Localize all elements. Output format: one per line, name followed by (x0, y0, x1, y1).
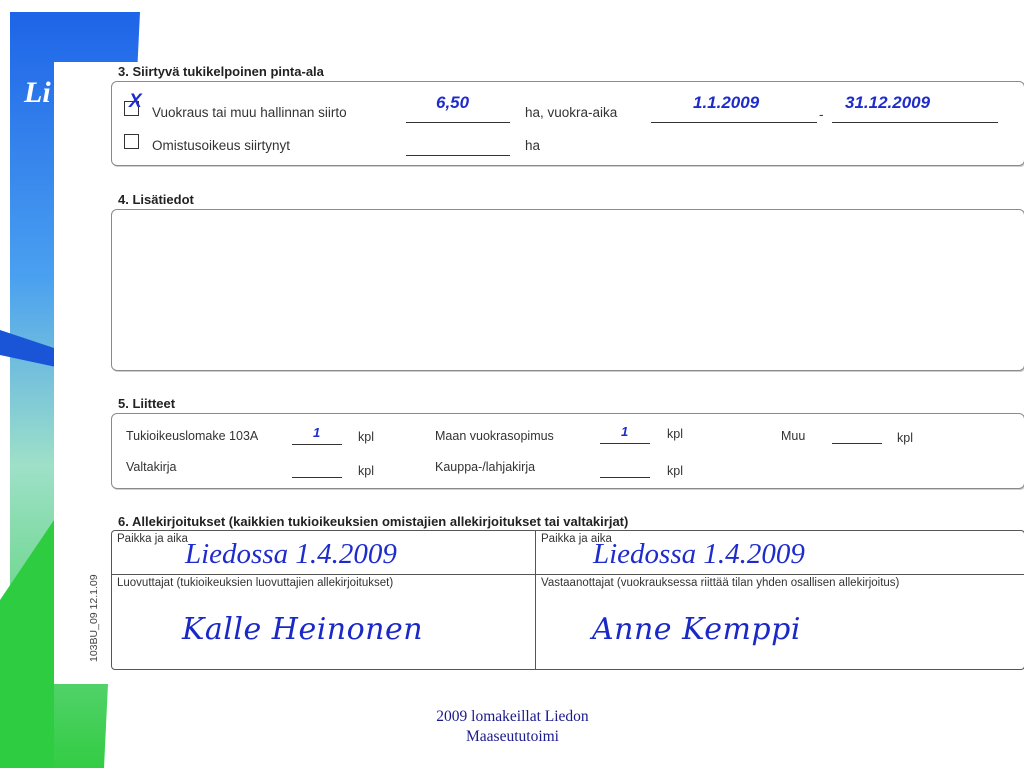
left-signer-label: Luovuttajat (tukioikeuksien luovuttajien allekirjoitukset) (117, 577, 394, 589)
attachment-deed-line (600, 477, 650, 478)
lease-dash: - (819, 107, 824, 122)
section4-title: 4. Lisätiedot (118, 192, 194, 207)
signature-table-divider (535, 531, 536, 669)
attachment-deed-unit: kpl (667, 464, 683, 478)
attachment-other-label: Muu (781, 429, 806, 443)
attachment-lease-line (600, 443, 650, 444)
ownership-checkbox[interactable] (124, 134, 139, 149)
left-place-date: Liedossa 1.4.2009 (185, 538, 397, 570)
lease-check-mark: X (129, 91, 142, 112)
slide-footer (390, 707, 635, 747)
lease-end-line (832, 122, 998, 123)
attachment-lease-label: Maan vuokrasopimus (435, 429, 554, 443)
signature-table-row-divider (112, 574, 1024, 575)
footer-line-2: Maaseututoimi (466, 728, 559, 745)
lease-start-line (651, 122, 817, 123)
attachment-103a-label: Tukioikeuslomake 103A (126, 429, 259, 443)
attachment-poa-label: Valtakirja (126, 460, 177, 474)
lease-area-value: 6,50 (436, 93, 470, 112)
right-signature: Anne Kemppi (592, 612, 801, 647)
attachment-lease-count: 1 (621, 424, 629, 439)
attachment-poa-unit: kpl (358, 464, 374, 478)
right-place-date: Liedossa 1.4.2009 (593, 538, 805, 570)
right-signer-label: Vastaanottajat (vuokrauksessa riittää tilan yhden osallisen allekirjoitus) (541, 577, 900, 589)
attachment-lease-unit: kpl (667, 427, 683, 441)
attachment-103a-line (292, 444, 342, 445)
section5-title: 5. Liitteet (118, 396, 176, 411)
section3-title: 3. Siirtyvä tukikelpoinen pinta-ala (118, 64, 324, 79)
ownership-area-line (406, 155, 510, 156)
lease-transfer-label: Vuokraus tai muu hallinnan siirto (152, 105, 347, 120)
attachment-103a-unit: kpl (358, 430, 374, 444)
lease-end-date: 31.12.2009 (845, 93, 931, 112)
form-code-vertical: 103BU_09 12.1.09 (88, 574, 100, 662)
attachment-103a-count: 1 (313, 425, 321, 440)
left-place-label: Paikka ja aika (117, 533, 188, 545)
footer-line-1: 2009 lomakeillat Liedon (436, 708, 589, 725)
lease-start-date: 1.1.2009 (693, 93, 760, 112)
lease-ha-label: ha, vuokra-aika (525, 105, 618, 120)
attachment-poa-line (292, 477, 342, 478)
right-place-label: Paikka ja aika (541, 533, 612, 545)
lease-area-line (406, 122, 510, 123)
section6-title: 6. Allekirjoitukset (kaikkien tukioikeuksien omistajien allekirjoitukset tai valtakirjat) (118, 514, 629, 529)
slide-title-fragment: Li (24, 76, 51, 109)
attachment-other-line (832, 443, 882, 444)
attachment-deed-label: Kauppa-/lahjakirja (435, 460, 536, 474)
ownership-label: Omistusoikeus siirtynyt (152, 138, 291, 153)
left-signature: Kalle Heinonen (182, 612, 424, 647)
ownership-ha-label: ha (525, 138, 541, 153)
attachment-other-unit: kpl (897, 431, 913, 445)
attachments-box (111, 413, 1024, 489)
additional-info-box[interactable] (111, 209, 1024, 371)
